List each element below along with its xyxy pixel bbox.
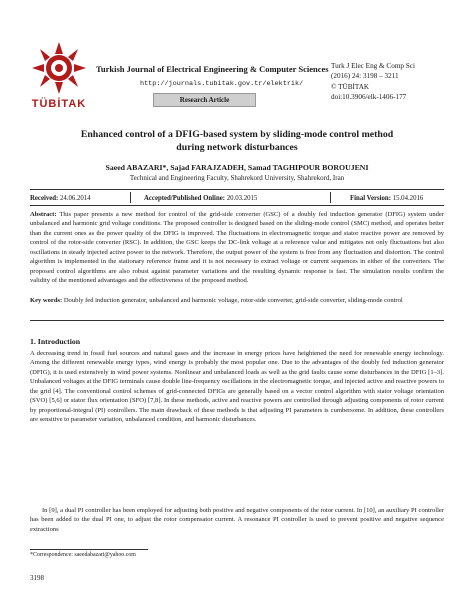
intro-paragraph: A decreasing trend in fossil fuel sources and natural gases and the increase in energy prices have heightened the need for renewable energy technology. Among the different renewable energy types, wind energy is probably the most popular one. Due to the advantages of the doubly fed induction generator (DFIG), it is used extensively in wind power systems. Nonlinear and unbalanced loads as well as the grid faults cause some disturbances in the DFIG [1–3]. Unbalanced voltages at the DFIG terminals cause double line-frequency oscillations in the electromagnetic torque, and injected active and reactive powers to the grid [4]. The conventional control schemes of grid-connected DFIGs are generally based on a vector control algorithm with stator voltage orientation (SVO) [5,6] or stator flux orientation (SFO) [7,8]. In these methods, active and reactive powers are controlled through adjusting components of rotor current by proportional-integral (PI) controllers. The main drawback of these methods is that adjusting PI parameters is cumbersome. In addition, these controllers are sensitive to parameter variation, unbalanced condition, and harmonic disturbances. [30, 350, 444, 424]
tubitak-emblem-icon [30, 40, 88, 96]
received-date [30, 195, 91, 202]
section-heading: 1. Introduction [30, 337, 81, 346]
paper-title-line: during network disturbances [176, 142, 298, 153]
footnote-rule [30, 549, 148, 550]
intro-paragraph: In [9], a dual PI controller has been employed for adjusting both positive and negative components of the rotor current. In [10], an auxiliary PI controller has been added to the dual PI one, to adjust the rotor compensator current. A resonance PI controller is used to prevent positive and negative sequence extractions [30, 507, 444, 533]
keywords-rule [30, 320, 444, 321]
final-label: Final Version: [350, 195, 391, 202]
abstract-label: Abstract: [30, 211, 57, 218]
citation-copyright: © TÜBİTAK [331, 82, 370, 91]
article-type-badge: Research Article [153, 93, 256, 107]
citation-info [331, 61, 415, 102]
dates-bottom-rule [30, 205, 444, 206]
logo-wordmark: TÜBİTAK [31, 98, 87, 110]
accepted-label: Accepted/Published Online: [144, 195, 226, 202]
final-value: 15.04.2016 [392, 195, 424, 202]
keywords [30, 296, 444, 305]
paper-title-line: Enhanced control of a DFIG-based system by sliding-mode control method [80, 129, 394, 140]
final-version-date [350, 195, 423, 202]
abstract-text: This paper presents a new method for control of the grid-side converter (GSC) of a doubly fed induction generator (DFIG) system under unbalanced and harmonic grid voltage conditions. The proposed controller is designed based on the sliding-mode control (SMC) method, and operates better than the current ones as the power quality of the DFIG is improved. The fluctuations in electromagnetic torque and stator reactive power are removed by control of the rotor-side converter (RSC). In addition, the GSC keeps the DC-link voltage at a reference value and mitigates not only fluctuations but also oscillations in steady injected active power to the network. Therefore, the output power of the system is free from any fluctuation and distortion. The control algorithm is implemented in the stationary reference frame and it is not necessary to extract voltage or current sequences in either of the converters. The proposed control algorithms are also robust against parameter variations and the resulting dynamic response is fast. The simulation results confirm the validity of the mentioned advantages and the effectiveness of the proposed method. [30, 211, 444, 285]
journal-url-link[interactable]: http://journals.tubitak.gov.tr/elektrik/ [140, 80, 304, 88]
citation-doi[interactable]: doi:10.3906/elk-1406-177 [331, 92, 407, 101]
date-separator [330, 192, 331, 203]
received-label: Received: [30, 195, 59, 202]
tubitak-logo [30, 40, 88, 110]
received-value: 24.06.2014 [60, 195, 91, 202]
keywords-text: Doubly fed induction generator, unbalanced and harmonic voltage, rotor-side converter, grid-side converter, sliding-mode control [63, 297, 403, 304]
accepted-date [144, 195, 257, 202]
accepted-value: 20.03.2015 [226, 195, 258, 202]
author-list: Saeed ABAZARI*, Sajad FARAJZADEH, Samad TAGHIPOUR BOROUJENI [105, 163, 369, 172]
date-separator [130, 192, 131, 203]
journal-title: Turkish Journal of Electrical Engineering & Computer Sciences [96, 64, 329, 74]
citation-volume: (2016) 24: 3198 – 3211 [331, 72, 399, 81]
paper-title [30, 128, 444, 154]
dates-top-rule [30, 189, 444, 190]
abstract [30, 210, 444, 286]
keywords-label: Key words: [30, 297, 63, 304]
page-number: 3198 [30, 574, 44, 582]
affiliation: Technical and Engineering Faculty, Shahrekord University, Shahrekord, Iran [129, 174, 345, 182]
citation-journal: Turk J Elec Eng & Comp Sci [331, 62, 415, 70]
correspondence-footnote: *Correspondence: saeedabazari@yahoo.com [30, 552, 136, 558]
